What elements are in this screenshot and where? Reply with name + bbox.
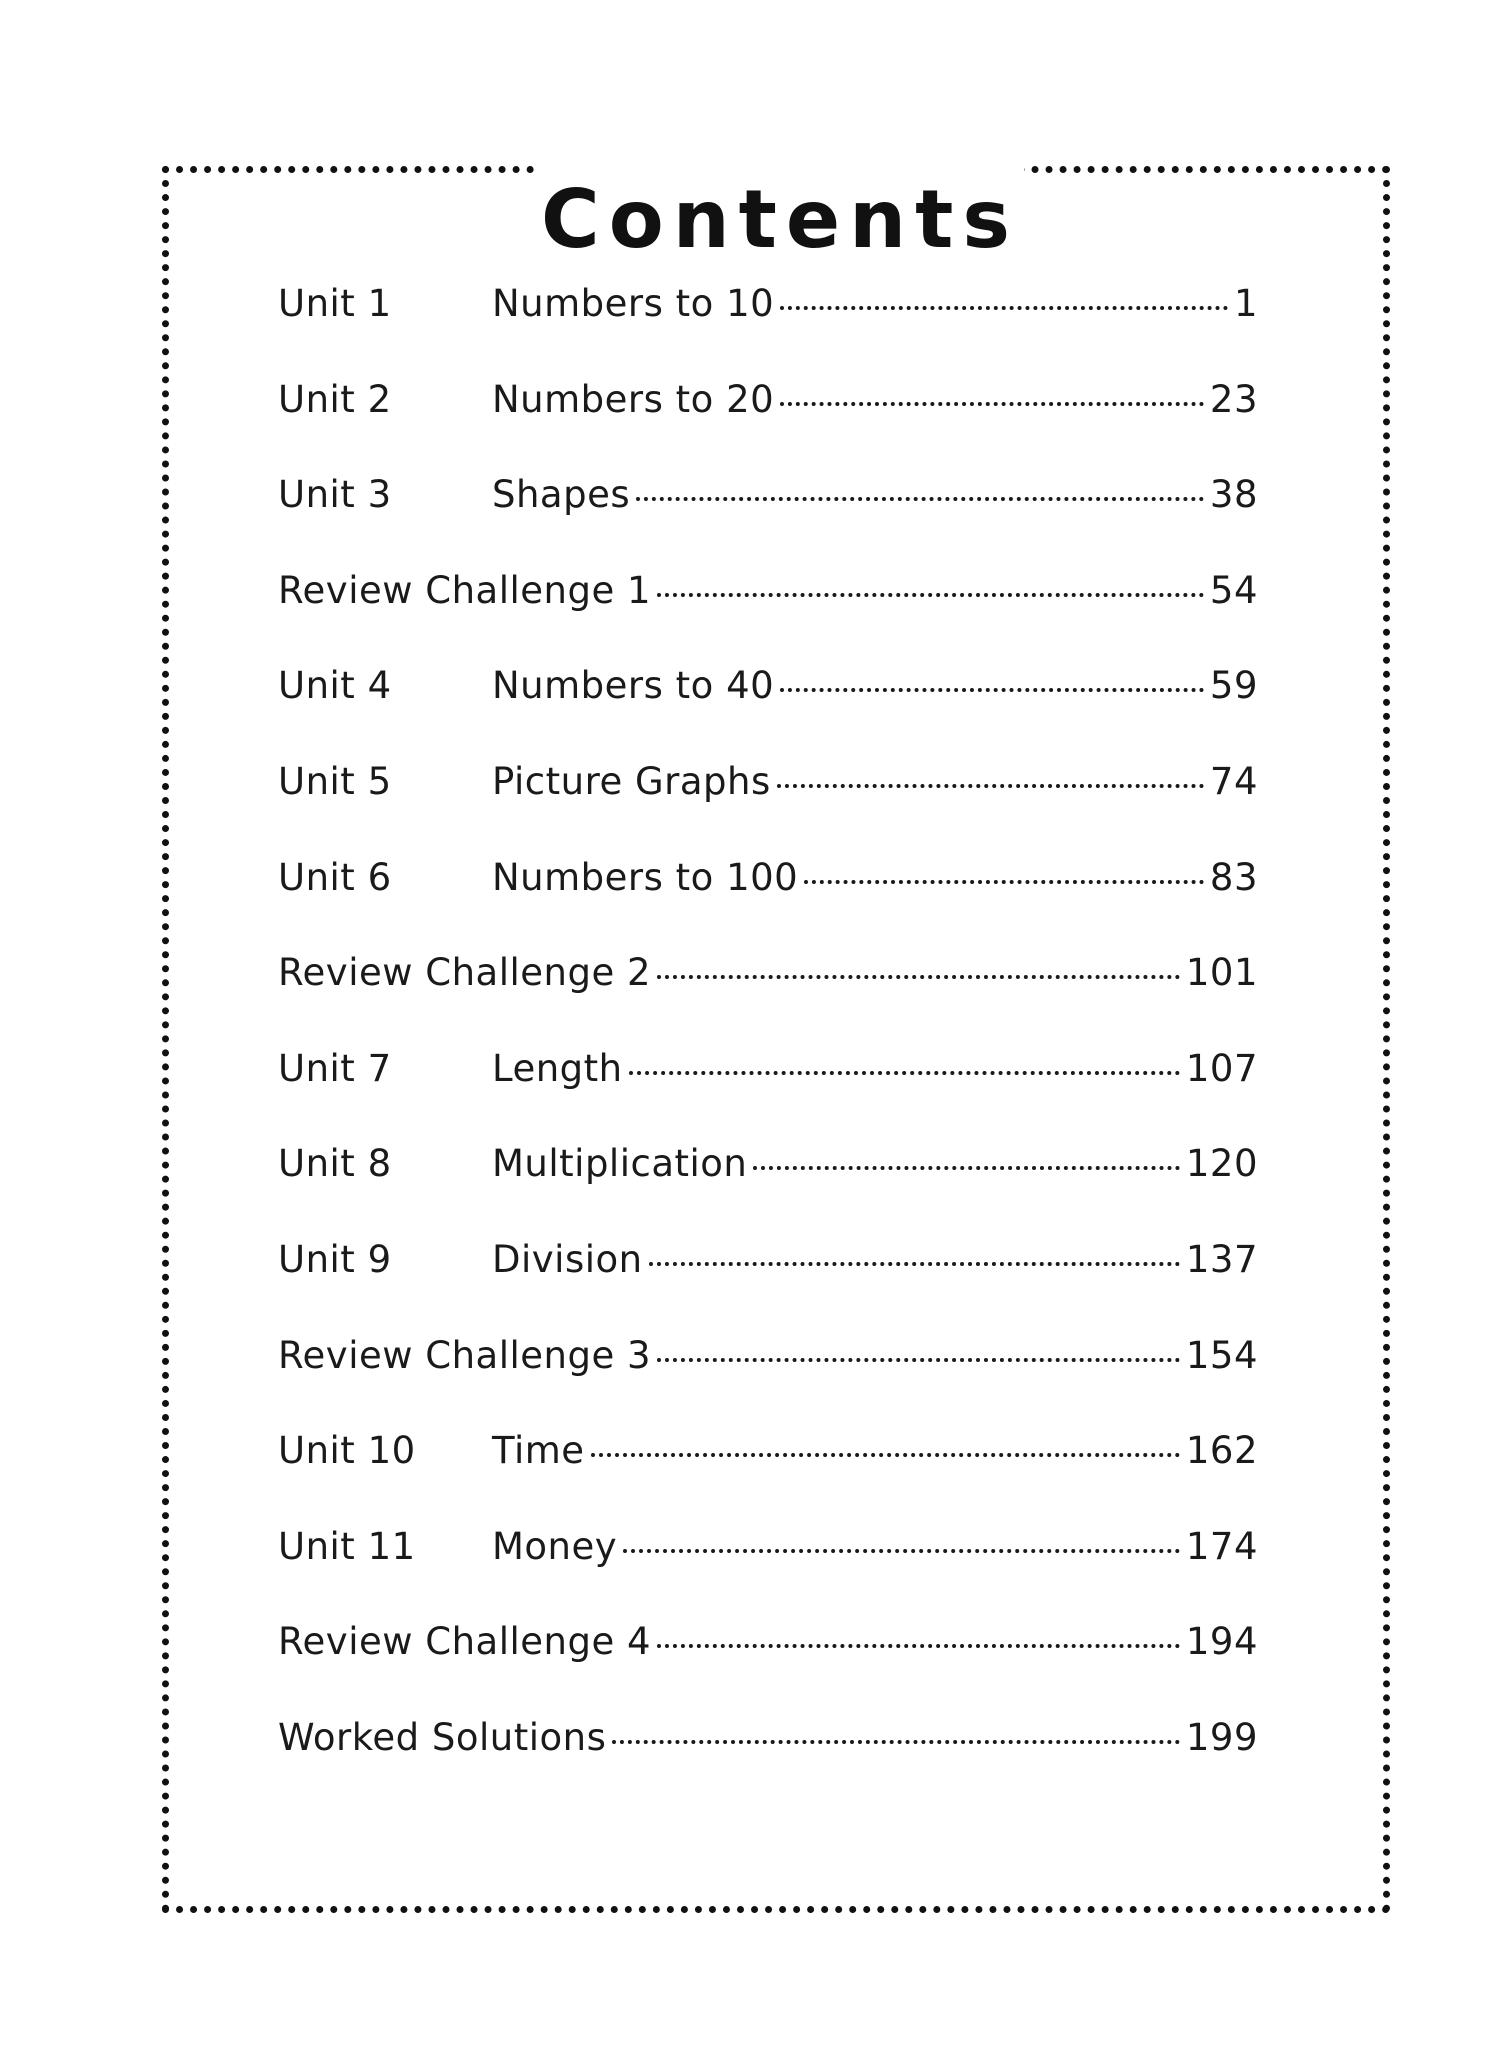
page-number: 120 [1185,1142,1258,1186]
page-number: 174 [1185,1524,1258,1568]
dot-leader [636,497,1204,501]
entry-title: Shapes [492,473,631,517]
page-number: 1 [1233,282,1258,325]
entry-title: Numbers to 10 [492,282,775,325]
toc-entry[interactable] [278,1047,1258,1143]
dot-leader [777,784,1204,788]
unit-label: Unit 8 [278,1142,392,1186]
entry-title: Money [492,1524,618,1568]
dot-leader [657,593,1204,597]
unit-label: Unit 11 [278,1524,416,1568]
dot-leader [649,1262,1180,1266]
dot-leader [629,1071,1180,1075]
entry-title: Review Challenge 3 [278,1333,652,1377]
entry-title: Numbers to 40 [492,664,775,708]
entry-title: Division [492,1237,643,1281]
page-number: 137 [1185,1237,1258,1281]
toc-entry-review[interactable] [278,1334,1258,1430]
dot-leader [657,1358,1180,1362]
page-number: 194 [1185,1620,1258,1664]
toc-entry[interactable] [278,856,1258,952]
entry-title: Numbers to 20 [492,377,775,421]
dot-leader [753,1166,1179,1170]
unit-label: Unit 6 [278,855,392,899]
unit-label: Unit 4 [278,664,392,708]
dot-leader [780,688,1204,692]
page-number: 83 [1209,855,1258,899]
page-number: 74 [1209,759,1258,803]
dot-leader [657,975,1180,979]
entry-title: Multiplication [492,1142,748,1186]
toc-entry[interactable] [278,282,1258,378]
unit-label: Unit 2 [278,377,392,421]
page-number: 54 [1209,568,1258,612]
toc-entry-review[interactable] [278,569,1258,665]
dot-leader [612,1740,1179,1744]
toc-entry-review[interactable] [278,1620,1258,1716]
entry-title: Review Challenge 1 [278,568,652,612]
toc-entry[interactable] [278,664,1258,760]
toc-entry-review[interactable] [278,951,1258,1047]
page-number: 199 [1185,1715,1258,1759]
page-number: 101 [1185,951,1258,995]
toc-entry[interactable] [278,1429,1258,1525]
table-of-contents [278,282,1258,1812]
page-number: 59 [1209,664,1258,708]
unit-label: Unit 1 [278,282,392,325]
toc-entry[interactable] [278,1525,1258,1621]
page-title: Contents [536,166,1024,274]
page-number: 107 [1185,1046,1258,1090]
entry-title: Numbers to 100 [492,855,799,899]
page-number: 23 [1209,377,1258,421]
entry-title: Worked Solutions [278,1715,607,1759]
dot-leader [623,1549,1180,1553]
toc-entry[interactable] [278,760,1258,856]
entry-title: Review Challenge 4 [278,1620,652,1664]
toc-entry[interactable] [278,1142,1258,1238]
toc-entry[interactable] [278,473,1258,569]
entry-title: Picture Graphs [492,759,771,803]
dot-leader [780,306,1228,310]
entry-title: Time [492,1429,585,1473]
dot-leader [804,880,1204,884]
page-number: 162 [1185,1429,1258,1473]
page-number: 154 [1185,1333,1258,1377]
dot-leader [591,1453,1180,1457]
unit-label: Unit 7 [278,1046,392,1090]
toc-entry-solutions[interactable] [278,1716,1258,1812]
unit-label: Unit 3 [278,473,392,517]
unit-label: Unit 9 [278,1237,392,1281]
toc-entry[interactable] [278,1238,1258,1334]
entry-title: Length [492,1046,623,1090]
unit-label: Unit 5 [278,759,392,803]
dot-leader [780,402,1204,406]
unit-label: Unit 10 [278,1429,416,1473]
entry-title: Review Challenge 2 [278,951,652,995]
dot-leader [657,1644,1180,1648]
toc-entry[interactable] [278,378,1258,474]
page-number: 38 [1209,473,1258,517]
